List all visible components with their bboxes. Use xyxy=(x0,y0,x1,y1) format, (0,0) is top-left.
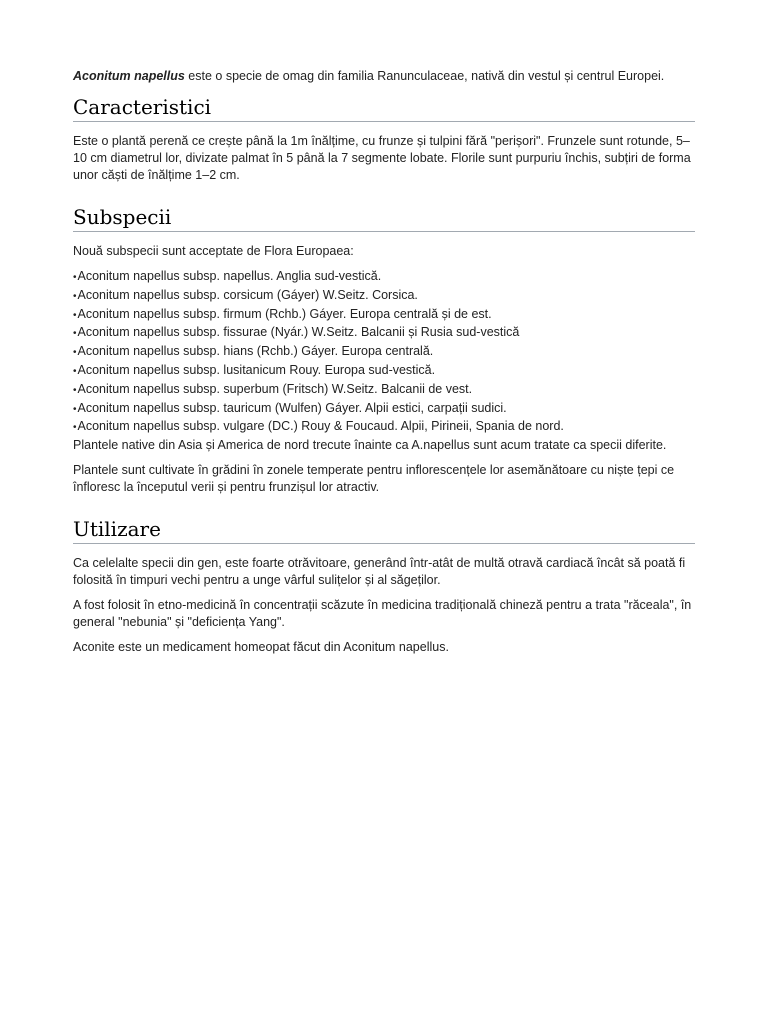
list-item xyxy=(73,306,695,325)
subspecii-note: Plantele native din Asia și America de nord trecute înainte ca A.napellus sunt acum tratate ca specii diferite. xyxy=(73,438,667,453)
list-item-text: Aconitum napellus subsp. firmum (Rchb.) Gáyer. Europa centrală și de est. xyxy=(77,306,492,321)
bullet-icon: • xyxy=(73,328,77,340)
list-item xyxy=(73,362,695,381)
list-item-text: Aconitum napellus subsp. hians (Rchb.) Gáyer. Europa centrală. xyxy=(77,344,434,359)
intro-text: este o specie de omag din familia Ranunculaceae, nativă din vestul și centrul Europei. xyxy=(184,69,665,83)
list-item-text: Aconitum napellus subsp. corsicum (Gáyer) W.Seitz. Corsica. xyxy=(77,287,418,302)
list-item-text: Aconitum napellus subsp. lusitanicum Rouy. Europa sud-vestică. xyxy=(77,362,436,377)
list-item xyxy=(73,381,695,400)
list-item xyxy=(73,324,695,343)
subspecii-lead: Nouă subspecii sunt acceptate de Flora Europaea: xyxy=(73,244,354,258)
bullet-icon: • xyxy=(73,365,77,377)
intro-paragraph xyxy=(73,68,695,85)
list-item-text: Aconitum napellus subsp. vulgare (DC.) Rouy & Foucaud. Alpii, Pirineii, Spania de nord. xyxy=(77,419,564,434)
bullet-icon: • xyxy=(73,309,77,321)
bullet-icon: • xyxy=(73,422,77,434)
heading-caracteristici: Caracteristici xyxy=(73,94,695,122)
bullet-icon: • xyxy=(73,384,77,396)
list-item xyxy=(73,400,695,419)
list-item-text: Aconitum napellus subsp. napellus. Anglia sud-vestică. xyxy=(77,269,382,283)
bullet-icon: • xyxy=(73,290,77,302)
list-item-text: Aconitum napellus subsp. superbum (Fritsch) W.Seitz. Balcanii de vest. xyxy=(77,381,473,396)
intro-bold-term: Aconitum napellus xyxy=(73,69,185,83)
heading-utilizare: Utilizare xyxy=(73,516,695,544)
list-item-text: Aconitum napellus subsp. fissurae (Nyár.) W.Seitz. Balcanii și Rusia sud-vestică xyxy=(77,325,520,340)
list-item xyxy=(73,268,695,287)
utilizare-paragraph-3: Aconite este un medicament homeopat făcut din Aconitum napellus. xyxy=(73,640,449,655)
list-item xyxy=(73,418,695,437)
list-item xyxy=(73,287,695,306)
heading-subspecii: Subspecii xyxy=(73,204,695,232)
utilizare-paragraph-2: A fost folosit în etno-medicină în concentrații scăzute în medicina tradițională chineză pentru a trata "răceala", în general "nebunia" și "deficiența Yang". xyxy=(73,598,692,630)
subspecii-paragraph: Plantele sunt cultivate în grădini în zonele temperate pentru inflorescențele lor asemănătoare cu niște țepi ce înfloresc la începutul verii și pentru frunzișul lor atractiv. xyxy=(73,463,675,495)
list-item xyxy=(73,343,695,362)
utilizare-paragraph-1: Ca celelalte specii din gen, este foarte otrăvitoare, generând într-atât de multă otravă cardiacă încât să poată fi folosită în timpuri vechi pentru a unge vârful sulițelor și al săgeților. xyxy=(73,556,686,588)
bullet-icon: • xyxy=(73,403,77,415)
bullet-icon: • xyxy=(73,272,77,283)
bullet-icon: • xyxy=(73,347,77,359)
caracteristici-paragraph: Este o plantă perenă ce crește până la 1m înălțime, cu frunze și tulpini fără "perișori". Frunzele sunt rotunde, 5–10 cm diametrul lor, divizate palmat în 5 până la 7 segmente lobate. Florile sunt purpuriu închis, subțiri de forma unor căști de înălțime 1–2 cm. xyxy=(73,134,691,182)
subspecies-list xyxy=(73,268,695,437)
list-item-text: Aconitum napellus subsp. tauricum (Wulfen) Gáyer. Alpii estici, carpații sudici. xyxy=(77,400,507,415)
